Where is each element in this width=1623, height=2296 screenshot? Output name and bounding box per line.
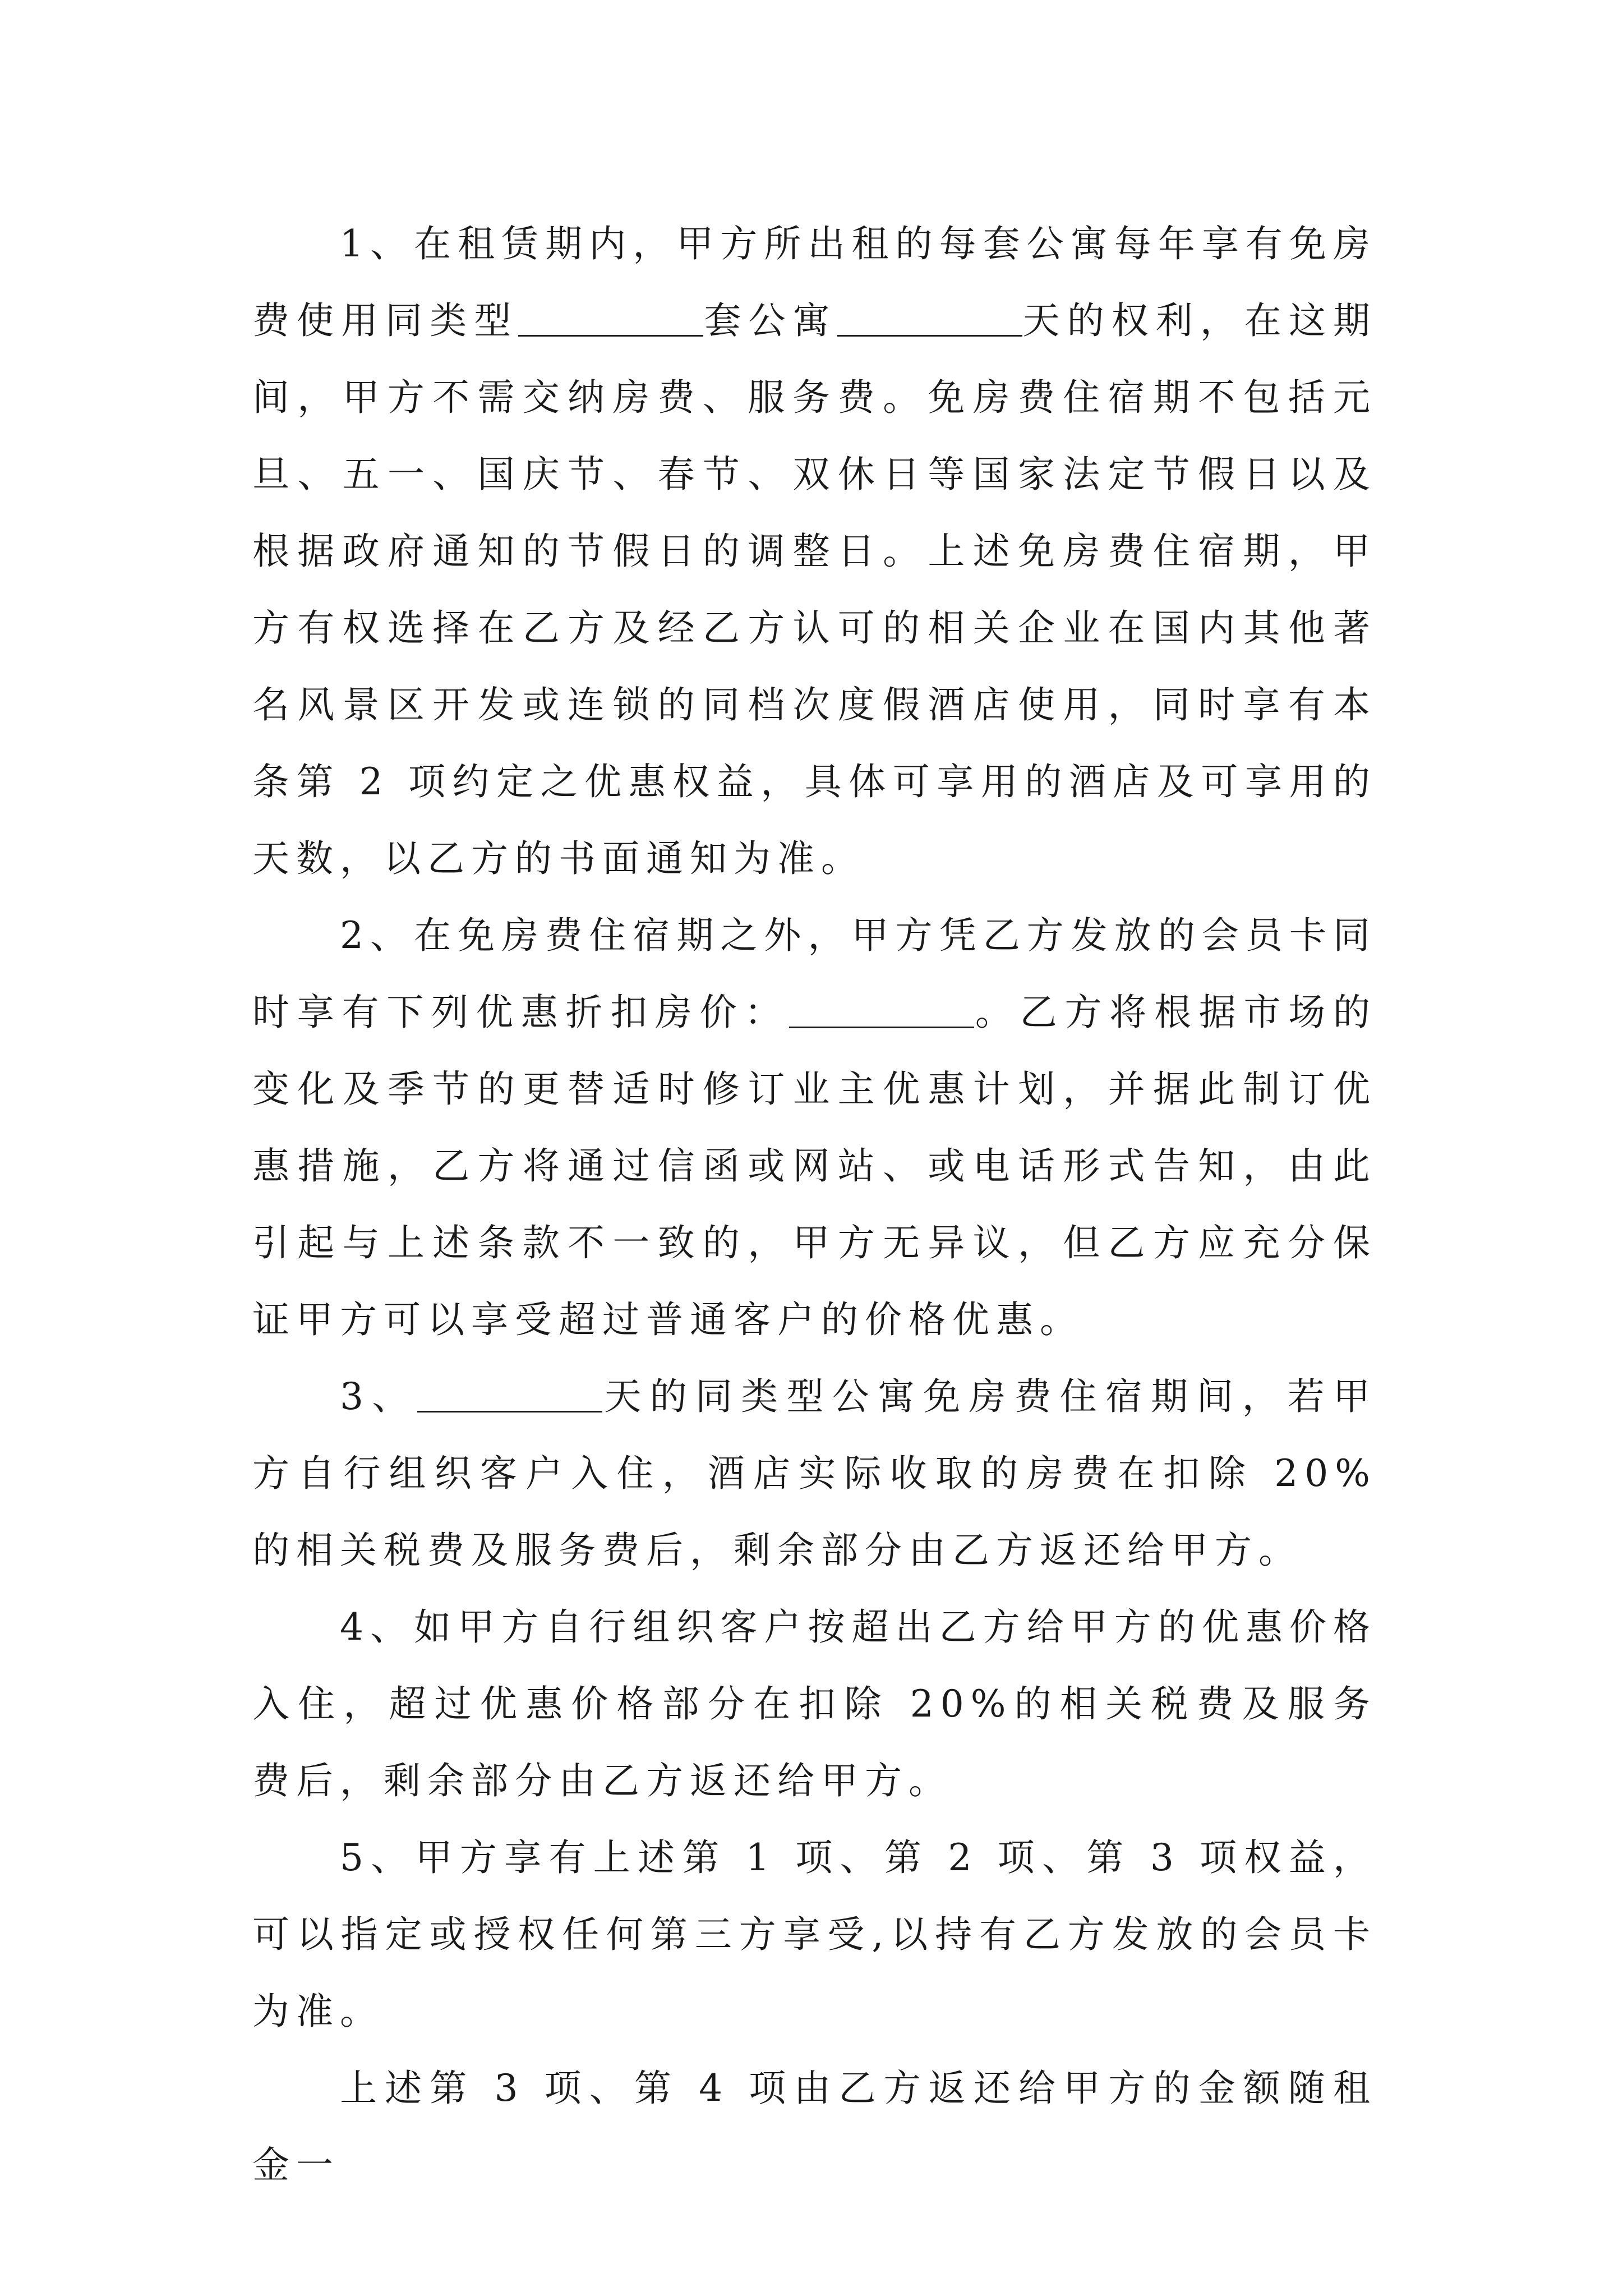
- fill-in-blank: [518, 335, 703, 337]
- paragraph: [252, 1358, 1377, 1589]
- paragraph-text: 。乙方将根据市场的变化及季节的更替适时修订业主优惠计划，并据此制订优惠措施，乙方将通过信函或网站、或电话形式告知，由此引起与上述条款不一致的，甲方无异议，但乙方应充分保证甲方可以享受超过普通客户的价格优惠。: [252, 991, 1377, 1341]
- paragraph-text: 上述第 3 项、第 4 项由乙方返还给甲方的金额随租金一: [252, 2067, 1377, 2187]
- paragraph: [252, 897, 1377, 1358]
- paragraph-text: 5、甲方享有上述第 1 项、第 2 项、第 3 项权益，可以指定或授权任何第三方享受,以持有乙方发放的会员卡为准。: [252, 1836, 1377, 2033]
- fill-in-blank: [417, 1411, 602, 1412]
- document-body: [252, 205, 1377, 2203]
- paragraph-text: 1、在租赁期内，甲方所出租的每套公寓每年享有免房费使用同类型: [252, 222, 1377, 342]
- fill-in-blank: [789, 1027, 974, 1028]
- paragraph-text: 3、: [340, 1375, 418, 1418]
- paragraph-text: 4、如甲方自行组织客户按超出乙方给甲方的优惠价格入住，超过优惠价格部分在扣除 20%的相关税费及服务费后，剩余部分由乙方返还给甲方。: [252, 1605, 1377, 1802]
- paragraph: [252, 205, 1377, 897]
- paragraph: [252, 2050, 1377, 2203]
- paragraph-text: 套公寓: [703, 299, 837, 342]
- paragraph: [252, 1589, 1377, 1819]
- paragraph-text: 天的权利，在这期间，甲方不需交纳房费、服务费。免房费住宿期不包括元旦、五一、国庆节、春节、双休日等国家法定节假日以及根据政府通知的节假日的调整日。上述免房费住宿期，甲方有权选择在乙方及经乙方认可的相关企业在国内其他著名风景区开发或连锁的同档次度假酒店使用，同时享有本条第 2 项约定之优惠权益，具体可享用的酒店及可享用的天数，以乙方的书面通知为准。: [252, 299, 1377, 880]
- fill-in-blank: [837, 335, 1022, 337]
- paragraph: [252, 1819, 1377, 2050]
- paragraph-text: 天的同类型公寓免房费住宿期间，若甲方自行组织客户入住，酒店实际收取的房费在扣除 20%的相关税费及服务费后，剩余部分由乙方返还给甲方。: [252, 1375, 1377, 1572]
- paragraph-text: 2、在免房费住宿期之外，甲方凭乙方发放的会员卡同时享有下列优惠折扣房价：: [252, 914, 1377, 1034]
